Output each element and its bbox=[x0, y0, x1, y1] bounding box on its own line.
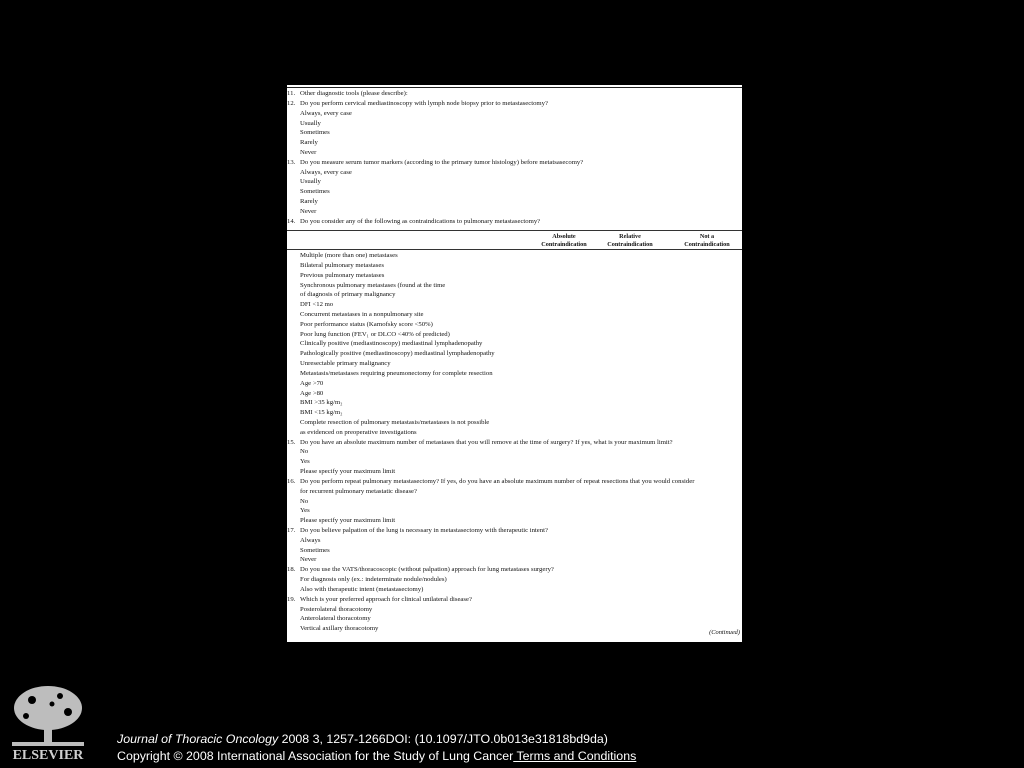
line-text: Do you measure serum tumor markers (according to the primary tumor histology) before metatsasecomy? bbox=[300, 158, 584, 166]
col-absolute-contraindication: Absolute Contraindication bbox=[541, 233, 587, 248]
line-text: DFI <12 mo bbox=[300, 301, 334, 309]
line-text: Always bbox=[300, 536, 321, 544]
line-text: Never bbox=[300, 148, 317, 156]
line-text: Vertical axillary thoracotomy bbox=[300, 625, 379, 633]
elsevier-tree-logo bbox=[8, 682, 88, 762]
citation-details: 2008 3, 1257-1266DOI: (10.1097/JTO.0b013e31818bd9da) bbox=[278, 732, 608, 746]
line-text: Synchronous pulmonary metastases (found at the time bbox=[300, 281, 446, 289]
line-text: Poor lung function (FEV₁ or DLCO <40% of predicted) bbox=[300, 330, 450, 338]
terms-and-conditions-link[interactable]: Terms and Conditions bbox=[513, 748, 637, 763]
continued-label: (Continued) bbox=[709, 629, 740, 636]
line-text: BMI <15 kg/m₂ bbox=[300, 409, 343, 417]
line-text: Other diagnostic tools (please describe): bbox=[300, 90, 408, 97]
line-text: No bbox=[300, 497, 309, 505]
citation-block bbox=[117, 731, 636, 764]
line-text: Sometimes bbox=[300, 546, 330, 554]
line-text: Concurrent metastases in a nonpulmonary site bbox=[300, 310, 424, 318]
line-text: Pathologically positive (mediastinoscopy) mediastinal lymphadenopathy bbox=[300, 350, 495, 358]
question-number: 11. bbox=[287, 90, 296, 97]
line-text: Usually bbox=[300, 178, 321, 186]
line-text: Do you use the VATS/thoracoscopic (without palpation) approach for lung metastases surgery? bbox=[300, 566, 554, 574]
line-text: Rarely bbox=[300, 139, 318, 147]
line-text: Yes bbox=[300, 458, 310, 466]
col-relative-contraindication: Relative Contraindication bbox=[607, 233, 653, 248]
line-text: Previous pulmonary metastases bbox=[300, 271, 385, 279]
line-text: Unresectable primary malignancy bbox=[300, 360, 391, 367]
question-number: 17. bbox=[287, 527, 296, 534]
line-text: No bbox=[300, 448, 309, 456]
column-header-bottom-rule bbox=[287, 249, 742, 250]
journal-name: Journal of Thoracic Oncology bbox=[117, 732, 279, 746]
line-text: Do you perform repeat pulmonary metastasectomy? If yes, do you have an absolute maximum number of repeat resections that you would consider bbox=[300, 477, 695, 485]
line-text: BMI >35 kg/m₂ bbox=[300, 399, 343, 407]
line-text: Bilateral pulmonary metastases bbox=[300, 261, 384, 269]
line-text: Anterolateral thoracotomy bbox=[300, 615, 371, 623]
line-text: Sometimes bbox=[300, 188, 330, 196]
line-text: Also with therapeutic intent (metastasectomy) bbox=[300, 585, 424, 593]
line-text: Age >80 bbox=[300, 389, 324, 397]
question-number: 16. bbox=[287, 477, 296, 485]
line-text: Do you believe palpation of the lung is necessary in metastasectomy with therapeutic intent? bbox=[300, 527, 548, 534]
line-text: Always, every case bbox=[300, 168, 352, 176]
question-number: 14. bbox=[287, 217, 296, 225]
question-number: 19. bbox=[287, 595, 296, 603]
line-text: Do you perform cervical mediastinoscopy with lymph node biopsy prior to metastasectomy? bbox=[300, 99, 548, 107]
question-number: 12. bbox=[287, 99, 296, 107]
line-text: Complete resection of pulmonary metastasis/metastases is not possible bbox=[300, 418, 490, 426]
line-text: Poor performance status (Karnofsky score <50%) bbox=[300, 320, 433, 328]
line-text: Metastasis/metastases requiring pneumonectomy for complete resection bbox=[300, 369, 493, 377]
line-text: Do you have an absolute maximum number of metastases that you will remove at the time of surgery? If yes, what is your maximum limit? bbox=[300, 438, 673, 446]
column-header-top-rule bbox=[287, 230, 742, 231]
line-text: Clinically positive (mediastinoscopy) mediastinal lymphadenopathy bbox=[300, 340, 483, 348]
line-text: Usually bbox=[300, 119, 321, 127]
line-text: Do you consider any of the following as contraindications to pulmonary metastasectomy? bbox=[300, 217, 541, 225]
question-number: 13. bbox=[287, 158, 296, 166]
copyright-text: Copyright © 2008 International Association for the Study of Lung Cancer bbox=[117, 748, 514, 763]
line-text: Multiple (more than one) metastases bbox=[300, 252, 398, 259]
line-text: as evidenced on preoperative investigations bbox=[300, 428, 417, 436]
line-text: Posterolateral thoracotomy bbox=[300, 605, 373, 613]
question-number: 18. bbox=[287, 566, 296, 574]
line-text: Rarely bbox=[300, 198, 318, 205]
line-text: for recurrent pulmonary metastatic disease? bbox=[300, 487, 417, 495]
line-text: For diagnosis only (ex.: indeterminate nodule/nodules) bbox=[300, 576, 447, 584]
table-top-rule bbox=[287, 87, 742, 88]
col-not-a-contraindication: Not a Contraindication bbox=[684, 233, 730, 248]
line-text: Never bbox=[300, 556, 317, 564]
question-number: 15. bbox=[287, 438, 296, 446]
line-text: Please specify your maximum limit bbox=[300, 517, 396, 525]
line-text: Age >70 bbox=[300, 379, 324, 387]
line-text: Sometimes bbox=[300, 129, 330, 137]
line-text: Which is your preferred approach for clinical unilateral disease? bbox=[300, 595, 472, 603]
table-page-image bbox=[287, 85, 742, 642]
publisher-wordmark: ELSEVIER bbox=[12, 748, 84, 762]
line-text: of diagnosis of primary malignancy bbox=[300, 291, 396, 299]
line-text: Never bbox=[300, 207, 317, 215]
line-text: Yes bbox=[300, 507, 310, 515]
line-text: Always, every case bbox=[300, 109, 352, 117]
line-text: Please specify your maximum limit bbox=[300, 468, 396, 475]
